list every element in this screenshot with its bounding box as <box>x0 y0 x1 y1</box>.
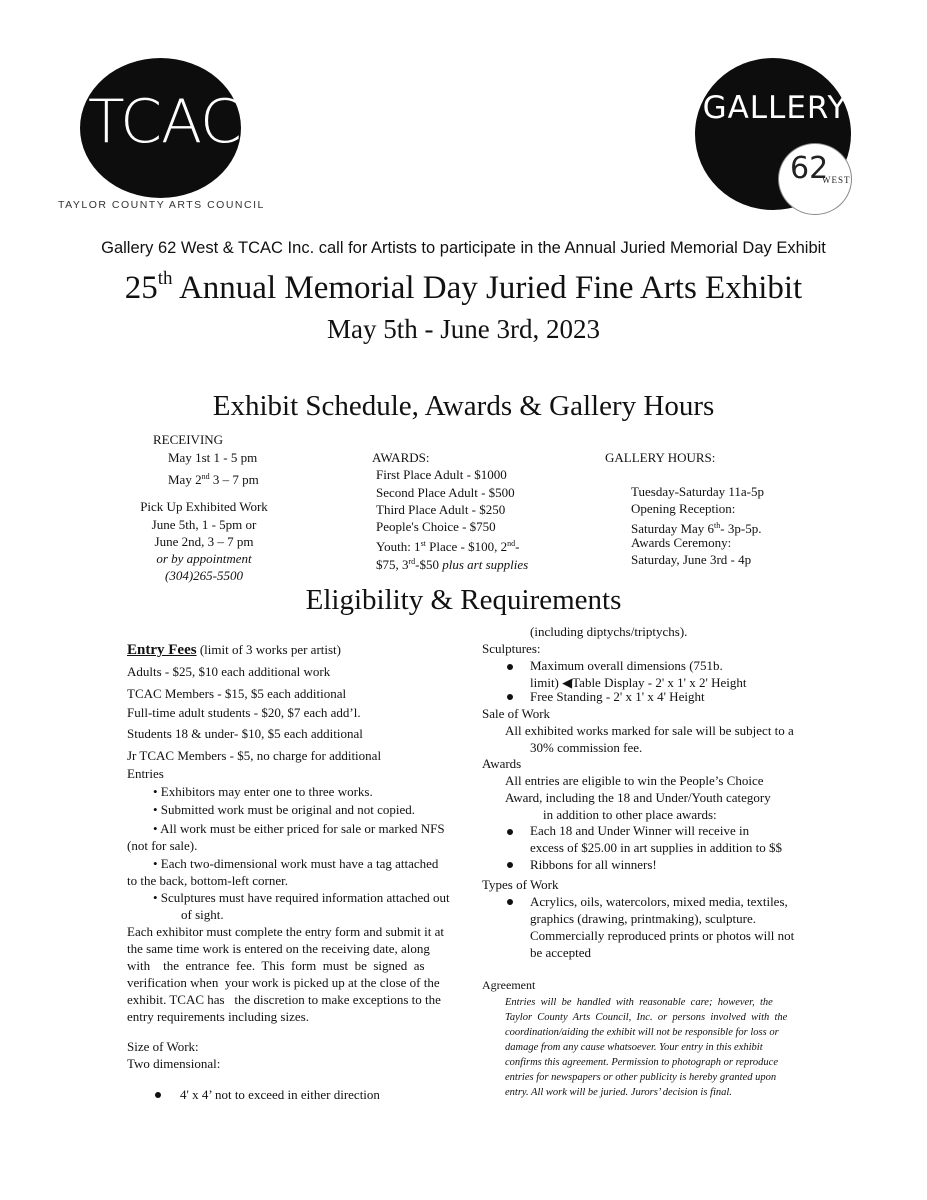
entry-rule-4a: • Each two-dimensional work must have a tag attached <box>153 856 439 871</box>
award-peoples-choice: People's Choice - $750 <box>376 519 496 534</box>
sale-line-1: All exhibited works marked for sale will be subject to a <box>505 723 794 738</box>
types-line-1: Acrylics, oils, watercolors, mixed media, textiles, <box>530 894 788 909</box>
entry-paragraph-4: verification when your work is picked up at the close of the <box>127 975 440 990</box>
entry-rule-4b: to the back, bottom-left corner. <box>127 873 289 888</box>
fee-adults: Adults - $25, $10 each additional work <box>127 664 331 679</box>
entry-fees-note: (limit of 3 works per artist) <box>196 642 341 657</box>
schedule-heading: Exhibit Schedule, Awards & Gallery Hours <box>212 390 715 422</box>
award-youth-line1 <box>376 535 519 555</box>
receiving-line2-sup: nd <box>201 472 210 481</box>
types-bullet-icon <box>507 899 513 905</box>
awards-section-label: Awards <box>482 756 522 771</box>
sculpture-rule-1b: limit) ◀Table Display - 2' x 1' x 2' Height <box>530 675 747 690</box>
awards-line-5: Ribbons for all winners! <box>530 857 657 872</box>
award-youth-line2 <box>376 553 528 573</box>
entries-label: Entries <box>127 766 164 781</box>
title-suffix: th <box>157 268 173 289</box>
pickup-line1: June 5th, 1 - 5pm or <box>151 517 257 532</box>
sale-of-work-label: Sale of Work <box>482 706 551 721</box>
entry-rule-2: • Submitted work must be original and not copied. <box>153 802 415 817</box>
awards-line-1: All entries are eligible to win the People’s Choice <box>505 773 764 788</box>
receiving-line2 <box>168 468 259 488</box>
gallery-logo-word: GALLERY <box>702 90 848 126</box>
agreement-line-3: coordination/aiding the exhibit will not be responsible for loss or <box>505 1027 779 1038</box>
agreement-line-5: confirms this agreement. Permission to photograph or reproduce <box>505 1057 778 1068</box>
agreement-line-2: Taylor County Arts Council, Inc. or persons involved with the <box>505 1012 788 1023</box>
agreement-label: Agreement <box>482 978 536 992</box>
youth2-italic: plus art supplies <box>442 557 529 572</box>
agreement-line-7: entry. All work will be juried. Jurors’ decision is final. <box>505 1087 732 1098</box>
fee-members: TCAC Members - $15, $5 each additional <box>127 686 347 701</box>
pickup-line2: June 2nd, 3 – 7 pm <box>154 534 254 549</box>
sculpture-rule-2: Free Standing - 2' x 1' x 4' Height <box>530 689 705 704</box>
fee-jr-members: Jr TCAC Members - $5, no charge for additional <box>127 748 382 763</box>
awards-line-4a: Each 18 and Under Winner will receive in <box>530 823 750 838</box>
opening-date-a: Saturday May 6 <box>631 521 715 536</box>
gallery-hours-days: Tuesday-Saturday 11a-5p <box>631 484 764 499</box>
fee-students: Full-time adult students - $20, $7 each add’l. <box>127 705 361 720</box>
entry-rule-3a: • All work must be either priced for sale or marked NFS <box>153 821 445 836</box>
fee-under18: Students 18 & under- $10, $5 each additional <box>127 726 363 741</box>
agreement-line-4: damage from any cause whatsoever. Your entry in this exhibit <box>505 1042 763 1053</box>
award-first: First Place Adult - $1000 <box>376 467 507 482</box>
awards-bullet-1-icon <box>507 829 513 835</box>
sculpture-bullet-1-icon <box>507 664 513 670</box>
awards-ceremony-label: Awards Ceremony: <box>631 535 732 550</box>
types-line-3: Commercially reproduced prints or photos will not <box>530 928 795 943</box>
tcac-logo-letters: TCAC <box>88 87 241 157</box>
youth-b: Place - $100, 2 <box>425 539 508 554</box>
agreement-line-6: entries for newspapers or other publicity is hereby granted upon <box>505 1072 777 1083</box>
opening-date-b: - 3p-5p. <box>720 521 762 536</box>
entry-paragraph-6: entry requirements including sizes. <box>127 1009 309 1024</box>
title-rest: Annual Memorial Day Juried Fine Arts Exhibit <box>172 270 803 306</box>
award-third: Third Place Adult - $250 <box>376 502 506 517</box>
youth2-b: -$50 <box>415 557 443 572</box>
eligibility-heading: Eligibility & Requirements <box>305 584 622 616</box>
receiving-line2-b: 3 – 7 pm <box>209 472 259 487</box>
entry-paragraph-5: exhibit. TCAC has the discretion to make exceptions to the <box>127 992 441 1007</box>
sculpture-bullet-2-icon <box>507 694 513 700</box>
entry-rule-5b: of sight. <box>181 907 224 922</box>
size-limit-text: 4' x 4’ not to exceed in either direction <box>180 1087 380 1102</box>
youth-sup1: st <box>420 539 426 548</box>
entry-rule-3b: (not for sale). <box>127 838 198 853</box>
two-dimensional-label: Two dimensional: <box>127 1056 221 1071</box>
types-of-work-label: Types of Work <box>482 877 559 892</box>
opening-date-sup: th <box>714 521 721 530</box>
receiving-label: RECEIVING <box>153 432 224 447</box>
types-line-4: be accepted <box>530 945 591 960</box>
size-of-work-label: Size of Work: <box>127 1039 199 1054</box>
awards-label: AWARDS: <box>372 450 430 465</box>
youth-c: - <box>515 539 520 554</box>
award-second: Second Place Adult - $500 <box>376 485 515 500</box>
pickup-phone: (304)265-5500 <box>165 568 243 583</box>
title-number: 25 <box>124 270 158 306</box>
awards-bullet-2-icon <box>507 862 513 868</box>
awards-line-2: Award, including the 18 and Under/Youth category <box>505 790 771 805</box>
call-for-artists-line: Gallery 62 West & TCAC Inc. call for Artists to participate in the Annual Juried Memorial Day Exhibit <box>101 239 826 257</box>
awards-line-3: in addition to other place awards: <box>543 807 717 822</box>
gallery-logo-number: 62 <box>790 151 829 186</box>
entry-fees-heading <box>127 641 341 659</box>
types-line-2: graphics (drawing, printmaking), sculpture. <box>530 911 756 926</box>
youth-a: Youth: 1 <box>376 539 421 554</box>
sale-line-2: 30% commission fee. <box>530 740 643 755</box>
awards-line-4b: excess of $25.00 in art supplies in addition to $$ <box>530 840 783 855</box>
youth-sup2: nd <box>507 539 516 548</box>
entry-paragraph-2: the same time work is entered on the receiving date, along <box>127 941 430 956</box>
receiving-line1: May 1st 1 - 5 pm <box>168 450 258 465</box>
sculpture-rule-1a: Maximum overall dimensions (751b. <box>530 658 723 673</box>
gallery-logo-suffix: WEST <box>822 175 851 185</box>
entry-paragraph-3: with the entrance fee. This form must be signed as <box>127 958 425 973</box>
gallery-hours-label: GALLERY HOURS: <box>605 450 716 465</box>
receiving-line2-a: May 2 <box>168 472 202 487</box>
entry-rule-5a: • Sculptures must have required information attached out <box>153 890 450 905</box>
awards-ceremony-date: Saturday, June 3rd - 4p <box>631 552 752 567</box>
page-title <box>0 268 927 307</box>
sculptures-label: Sculptures: <box>482 641 541 656</box>
youth2-sup: rd <box>408 557 416 566</box>
entry-paragraph-1: Each exhibitor must complete the entry form and submit it at <box>127 924 444 939</box>
pickup-label: Pick Up Exhibited Work <box>140 499 268 514</box>
opening-reception-label: Opening Reception: <box>631 501 736 516</box>
youth2-a: $75, 3 <box>376 557 409 572</box>
entry-rule-1: • Exhibitors may enter one to three works. <box>153 784 373 799</box>
size-bullet-icon <box>155 1092 161 1098</box>
agreement-line-1: Entries will be handled with reasonable care; however, the <box>505 997 773 1008</box>
pickup-appointment: or by appointment <box>156 551 252 566</box>
entry-fees-title: Entry Fees <box>127 642 197 658</box>
exhibit-dates: May 5th - June 3rd, 2023 <box>327 314 600 344</box>
diptychs-note: (including diptychs/triptychs). <box>530 624 688 639</box>
tcac-logo-subtitle: TAYLOR COUNTY ARTS COUNCIL <box>58 199 265 211</box>
